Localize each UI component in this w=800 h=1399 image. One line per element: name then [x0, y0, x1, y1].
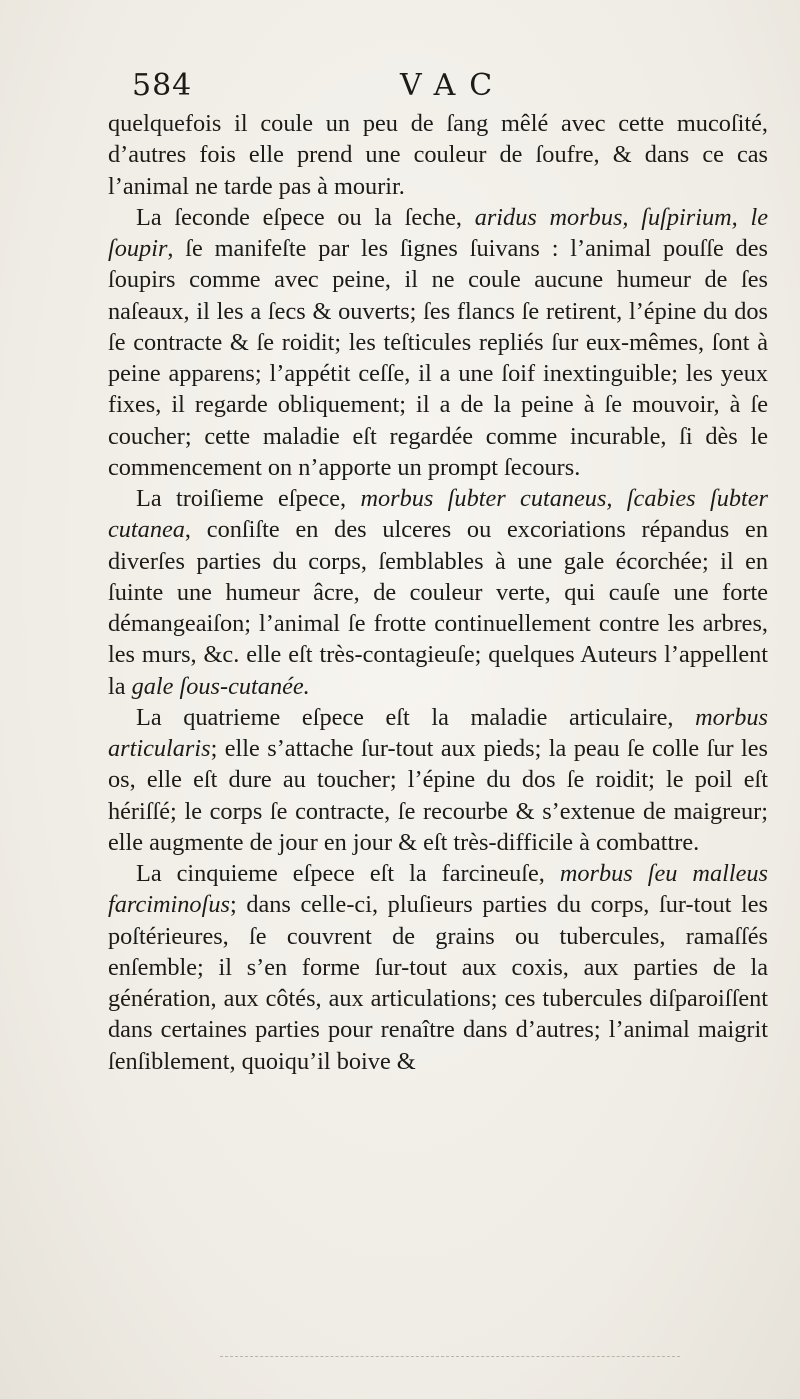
paragraph	[108, 202, 768, 483]
italic-term: morbus articularis	[108, 703, 768, 762]
text-run: La troiſieme eſpece,	[136, 485, 361, 512]
italic-term: morbus ſeu malleus farciminoſus	[108, 860, 768, 919]
running-head: VAC	[400, 68, 507, 103]
page-number: 584	[132, 68, 193, 103]
paragraph	[108, 702, 768, 858]
text-run: La ſeconde eſpece ou la ſeche,	[136, 203, 475, 231]
text-run: ; elle s’attache ſur-tout aux pieds; la peau ſe colle ſur les os, elle eſt dure au toucher; l’épine du dos ſe roidit; le poil eſt hériſſé; le corps ſe contracte, ſe recourbe & s’extenue de maigreur; elle augmente de jour en jour & eſt très-difficile à combattre.	[108, 735, 768, 856]
text-run: La cinquieme eſpece eſt la farcineuſe,	[136, 860, 560, 887]
body-text	[108, 108, 768, 1077]
text-run: , ſe manifeſte par les ſignes ſuivans : l’animal pouſſe des ſoupirs comme avec peine, il ne coule aucune humeur de ſes naſeaux, il les a ſecs & ouverts; ſes flancs ſe retirent, l’épine du dos ſe contracte & ſe roidit; les teſticules repliés ſur eux-mêmes, ſont à peine apparens; l’appétit ceſſe, il a une ſoif inextinguible; les yeux fixes, il regarde obliquement; il a de la peine à ſe mouvoir, à ſe coucher; cette maladie eſt regardée comme incurable, ſi dès le commencement on n’apporte un prompt ſecours.	[108, 235, 768, 481]
italic-term: morbus ſubter cutaneus, ſcabies ſubter cutanea	[108, 485, 768, 544]
text-run: La quatrieme eſpece eſt la maladie articulaire,	[136, 703, 696, 731]
italic-term: aridus morbus, ſuſpirium, le ſoupir	[108, 203, 768, 262]
paragraph	[108, 108, 768, 202]
paragraph	[108, 858, 768, 1077]
text-run: ; dans celle-ci, pluſieurs parties du corps, ſur-tout les poſtérieures, ſe couvrent de grains ou tubercules, ramaſſés enſemble; il s’en forme ſur-tout aux coxis, aux parties de la génération, aux côtés, aux articulations; ces tubercules diſparoiſſent dans certaines parties pour renaître dans d’autres; l’animal maigrit ſenſiblement, quoiqu’il boive &	[108, 891, 768, 1075]
text-run: , conſiſte en des ulceres ou excoriations répandus en diverſes parties du corps, ſemblables à une gale écorchée; il en ſuinte une humeur âcre, de couleur verte, qui cauſe une forte démangeaiſon; l’animal ſe frotte continuellement contre les arbres, les murs, &c. elle eſt très-contagieuſe; quelques Auteurs l’appellent la	[108, 516, 768, 700]
italic-term: gale ſous-cutanée.	[131, 672, 310, 700]
text-run: quelquefois il coule un peu de ſang mêlé avec cette mucoſité, d’autres fois elle prend une couleur de ſoufre, & dans ce cas l’animal ne tarde pas à mourir.	[108, 110, 768, 200]
paragraph	[108, 483, 768, 702]
bottom-rule	[220, 1356, 680, 1357]
page-header	[132, 68, 692, 108]
